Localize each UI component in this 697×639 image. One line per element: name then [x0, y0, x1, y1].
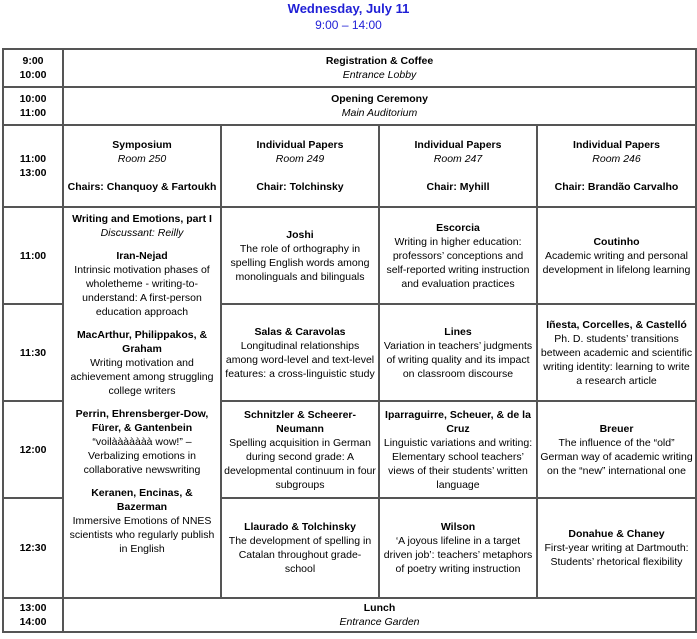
paper-cell: Iñesta, Corcelles, & Castelló Ph. D. students’ transitions between academic and scientific writing identity: learning to write a research article [537, 304, 696, 401]
event-title: Opening Ceremony [331, 93, 428, 105]
time-cell: 10:00 11:00 [3, 87, 63, 125]
paper-cell: Donahue & Chaney First-year writing at Dartmouth: Students’ rhetorical flexibility [537, 498, 696, 598]
slot-row [3, 207, 696, 304]
schedule-time-range: 9:00 – 14:00 [315, 18, 382, 32]
session-header-row [3, 125, 696, 207]
paper-cell: Escorcia Writing in higher education: professors’ conceptions and self-reported writing instruction and evaluation practices [379, 207, 537, 304]
paper-cell: Joshi The role of orthography in spelling English words among monolinguals and bilinguals [221, 207, 379, 304]
opening-row [3, 87, 696, 125]
time-cell: 11:00 [3, 207, 63, 304]
papers-header-246: Individual Papers Room 246 Chair: Brandão Carvalho [537, 125, 696, 207]
time-cell: 12:30 [3, 498, 63, 598]
time-cell: 9:00 10:00 [3, 49, 63, 87]
time-cell: 12:00 [3, 401, 63, 498]
event-title: Lunch [363, 602, 396, 614]
paper-cell: Schnitzler & Scheerer-Neumann Spelling acquisition in German during second grade: A developmental continuum in four subgroups [221, 401, 379, 498]
lunch-cell [63, 598, 696, 632]
symposium-talk: Perrin, Ehrensberger-Dow, Fürer, & Gantenbein “voilààààààà wow!” – Verbalizing emotions in collaborative newswriting [75, 408, 209, 476]
symposium-talk: Iran-Nejad Intrinsic motivation phases of wholetheme - writing-to-understand: A first-person education approach [74, 250, 210, 318]
opening-cell [63, 87, 696, 125]
symposium-header: Symposium Room 250 Chairs: Chanquoy & Fartoukh [63, 125, 221, 207]
registration-cell [63, 49, 696, 87]
papers-header-247: Individual Papers Room 247 Chair: Myhill [379, 125, 537, 207]
time-cell: 11:00 13:00 [3, 125, 63, 207]
paper-cell: Wilson ‘A joyous lifeline in a target driven job’: teachers’ metaphors of poetry writing instruction [379, 498, 537, 598]
time-cell: 11:30 [3, 304, 63, 401]
event-location: Main Auditorium [341, 107, 418, 119]
symposium-talks [63, 207, 221, 598]
lunch-row [3, 598, 696, 632]
event-title: Registration & Coffee [325, 55, 434, 67]
symposium-talk: MacArthur, Philippakos, & Graham Writing motivation and achievement among struggling college writers [70, 329, 214, 397]
paper-cell: Salas & Caravolas Longitudinal relationships among word-level and text-level features: a cross-linguistic study [221, 304, 379, 401]
symposium-title: Writing and Emotions, part I [72, 213, 212, 225]
paper-cell: Iparraguirre, Scheuer, & de la Cruz Linguistic variations and writing: Elementary school teachers’ views of their students’ written language [379, 401, 537, 498]
schedule-table [2, 48, 697, 633]
schedule-day-title: Wednesday, July 11 [287, 1, 410, 16]
registration-row [3, 49, 696, 87]
event-location: Entrance Lobby [342, 69, 417, 81]
symposium-discussant: Discussant: Reilly [100, 227, 184, 239]
paper-cell: Llaurado & Tolchinsky The development of spelling in Catalan throughout grade-school [221, 498, 379, 598]
paper-cell: Lines Variation in teachers’ judgments of writing quality and its impact on classroom discourse [379, 304, 537, 401]
time-cell: 13:00 14:00 [3, 598, 63, 632]
paper-cell: Breuer The influence of the “old” German way of academic writing on the “new” international one [537, 401, 696, 498]
symposium-talk: Keranen, Encinas, & Bazerman Immersive Emotions of NNES scientists who regularly publish in English [69, 487, 215, 555]
paper-cell: Coutinho Academic writing and personal development in lifelong learning [537, 207, 696, 304]
event-location: Entrance Garden [339, 616, 420, 628]
papers-header-249: Individual Papers Room 249 Chair: Tolchinsky [221, 125, 379, 207]
